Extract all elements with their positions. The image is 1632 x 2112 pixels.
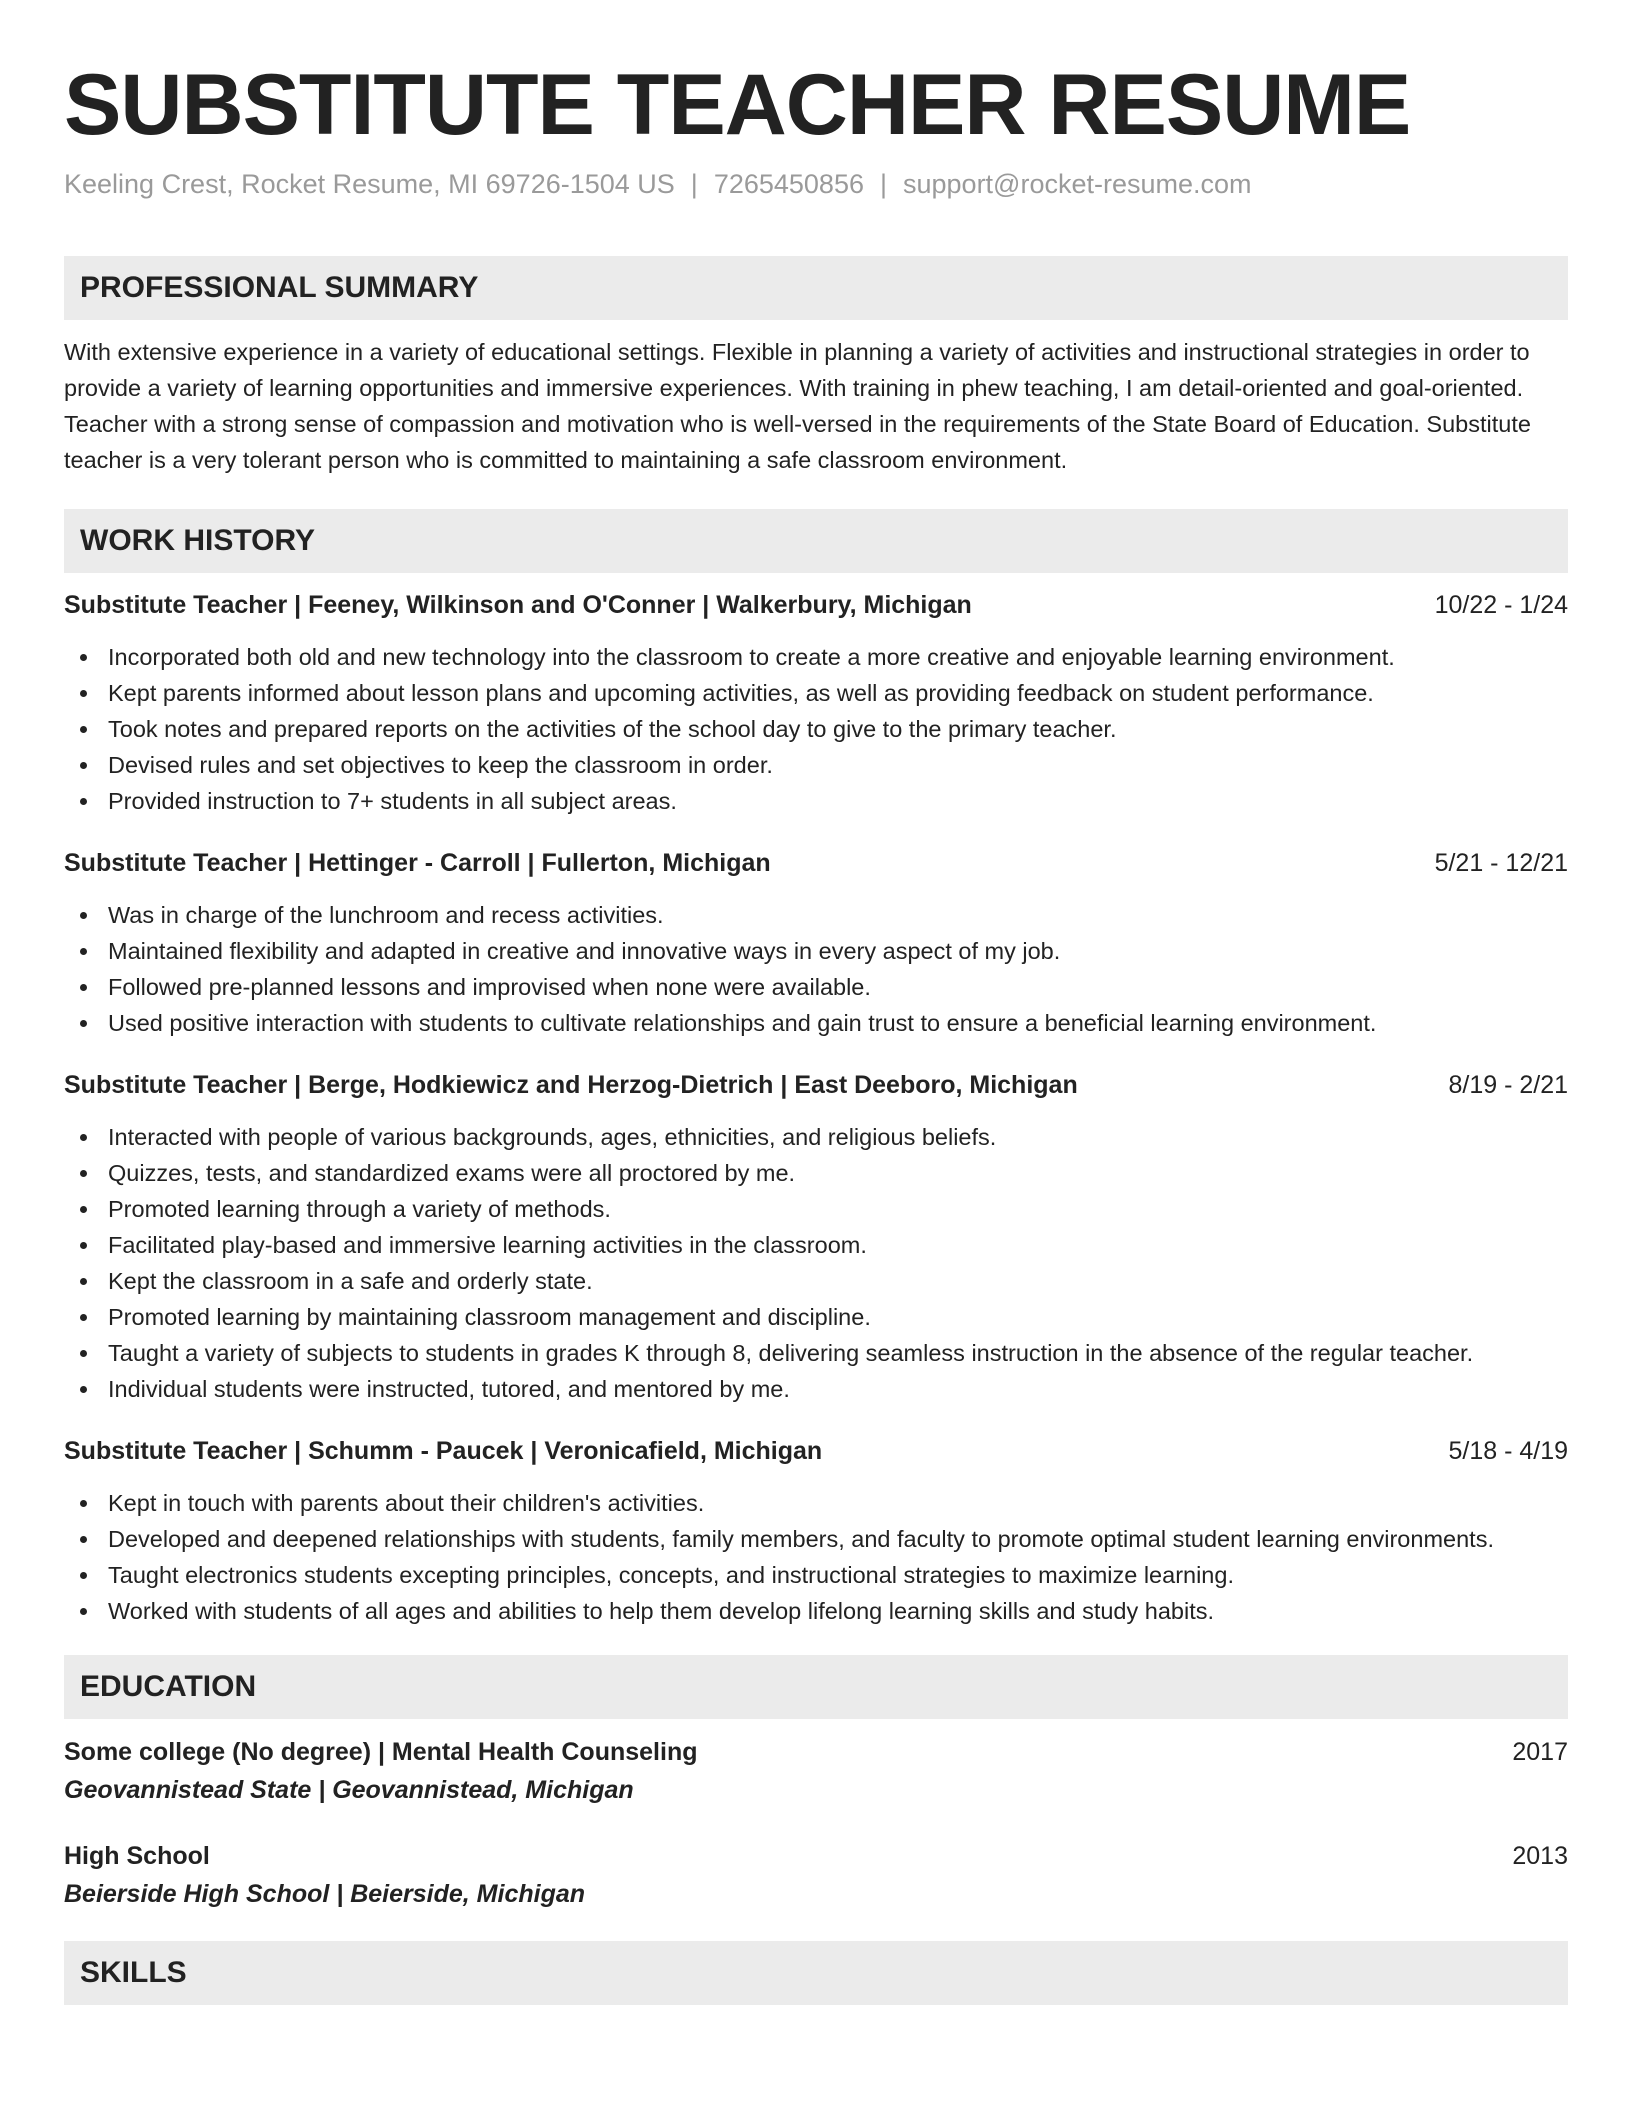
list-item: Promoted learning through a variety of methods. — [64, 1191, 1568, 1227]
contact-address: Keeling Crest, Rocket Resume, MI 69726-1504 US — [64, 169, 675, 199]
job-bullets — [64, 1119, 1568, 1407]
list-item: Quizzes, tests, and standardized exams were all proctored by me. — [64, 1155, 1568, 1191]
list-item: Kept the classroom in a safe and orderly state. — [64, 1263, 1568, 1299]
job-entry — [64, 1433, 1568, 1629]
list-item: Taught electronics students excepting principles, concepts, and instructional strategies to maximize learning. — [64, 1557, 1568, 1593]
job-header — [64, 1067, 1568, 1103]
list-item: Interacted with people of various backgrounds, ages, ethnicities, and religious beliefs. — [64, 1119, 1568, 1155]
summary-text: With extensive experience in a variety of educational settings. Flexible in planning a variety of activities and instructional strategies in order to provide a variety of learning opportunities and immersive experiences. With training in phew teaching, I am detail-oriented and goal-oriented. Teacher with a strong sense of compassion and motivation who is well-versed in the requirements of the State Board of Education. Substitute teacher is a very tolerant person who is committed to maintaining a safe classroom environment. — [64, 339, 1531, 473]
list-item: Incorporated both old and new technology into the classroom to create a more creative and enjoyable learning environment. — [64, 639, 1568, 675]
job-header — [64, 845, 1568, 881]
job-date: 5/21 - 12/21 — [1434, 849, 1568, 877]
job-bullets — [64, 639, 1568, 819]
job-title: Substitute Teacher | Schumm - Paucek | Veronicafield, Michigan — [64, 1437, 823, 1465]
job-header — [64, 1433, 1568, 1469]
list-item: Kept in touch with parents about their children's activities. — [64, 1485, 1568, 1521]
education-year: 2013 — [1512, 1842, 1568, 1870]
list-item: Provided instruction to 7+ students in all subject areas. — [64, 783, 1568, 819]
contact-phone: 7265450856 — [713, 169, 864, 199]
job-header — [64, 587, 1568, 623]
education-entry — [64, 1837, 1568, 1913]
list-item: Individual students were instructed, tutored, and mentored by me. — [64, 1371, 1568, 1407]
section-header-summary: PROFESSIONAL SUMMARY — [64, 256, 1568, 320]
list-item: Worked with students of all ages and abilities to help them develop lifelong learning skills and study habits. — [64, 1593, 1568, 1629]
job-title: Substitute Teacher | Hettinger - Carroll | Fullerton, Michigan — [64, 849, 771, 877]
education-header — [64, 1733, 1568, 1771]
job-bullets — [64, 1485, 1568, 1629]
list-item: Was in charge of the lunchroom and recess activities. — [64, 897, 1568, 933]
job-entry — [64, 845, 1568, 1041]
contact-separator: | — [690, 169, 698, 199]
contact-line — [64, 164, 1568, 204]
education-school: Geovannistead State | Geovannistead, Michigan — [64, 1776, 634, 1804]
list-item: Facilitated play-based and immersive learning activities in the classroom. — [64, 1227, 1568, 1263]
job-entry — [64, 1067, 1568, 1407]
education-year: 2017 — [1512, 1738, 1568, 1766]
contact-email: support@rocket-resume.com — [903, 169, 1252, 199]
job-title: Substitute Teacher | Berge, Hodkiewicz and Herzog-Dietrich | East Deeboro, Michigan — [64, 1071, 1078, 1099]
section-header-work-history: WORK HISTORY — [64, 509, 1568, 573]
section-header-skills: SKILLS — [64, 1941, 1568, 2005]
list-item: Used positive interaction with students to cultivate relationships and gain trust to ensure a beneficial learning environment. — [64, 1005, 1568, 1041]
job-date: 5/18 - 4/19 — [1448, 1437, 1568, 1465]
list-item: Maintained flexibility and adapted in creative and innovative ways in every aspect of my job. — [64, 933, 1568, 969]
job-title: Substitute Teacher | Feeney, Wilkinson and O'Conner | Walkerbury, Michigan — [64, 591, 972, 619]
job-date: 10/22 - 1/24 — [1434, 591, 1568, 619]
education-header — [64, 1837, 1568, 1875]
section-header-education: EDUCATION — [64, 1655, 1568, 1719]
list-item: Kept parents informed about lesson plans and upcoming activities, as well as providing feedback on student performance. — [64, 675, 1568, 711]
list-item: Followed pre-planned lessons and improvised when none were available. — [64, 969, 1568, 1005]
job-bullets — [64, 897, 1568, 1041]
list-item: Developed and deepened relationships with students, family members, and faculty to promote optimal student learning environments. — [64, 1521, 1568, 1557]
list-item: Took notes and prepared reports on the activities of the school day to give to the primary teacher. — [64, 711, 1568, 747]
list-item: Promoted learning by maintaining classroom management and discipline. — [64, 1299, 1568, 1335]
list-item: Devised rules and set objectives to keep the classroom in order. — [64, 747, 1568, 783]
job-date: 8/19 - 2/21 — [1448, 1071, 1568, 1099]
list-item: Taught a variety of subjects to students in grades K through 8, delivering seamless instruction in the absence of the regular teacher. — [64, 1335, 1568, 1371]
education-degree: High School — [64, 1842, 210, 1870]
contact-separator: | — [879, 169, 887, 199]
education-degree: Some college (No degree) | Mental Health Counseling — [64, 1738, 698, 1766]
education-entry — [64, 1733, 1568, 1809]
resume-title: SUBSTITUTE TEACHER RESUME — [64, 57, 1411, 153]
job-entry — [64, 587, 1568, 819]
resume-page — [64, 56, 1568, 2019]
education-school: Beierside High School | Beierside, Michigan — [64, 1880, 586, 1908]
